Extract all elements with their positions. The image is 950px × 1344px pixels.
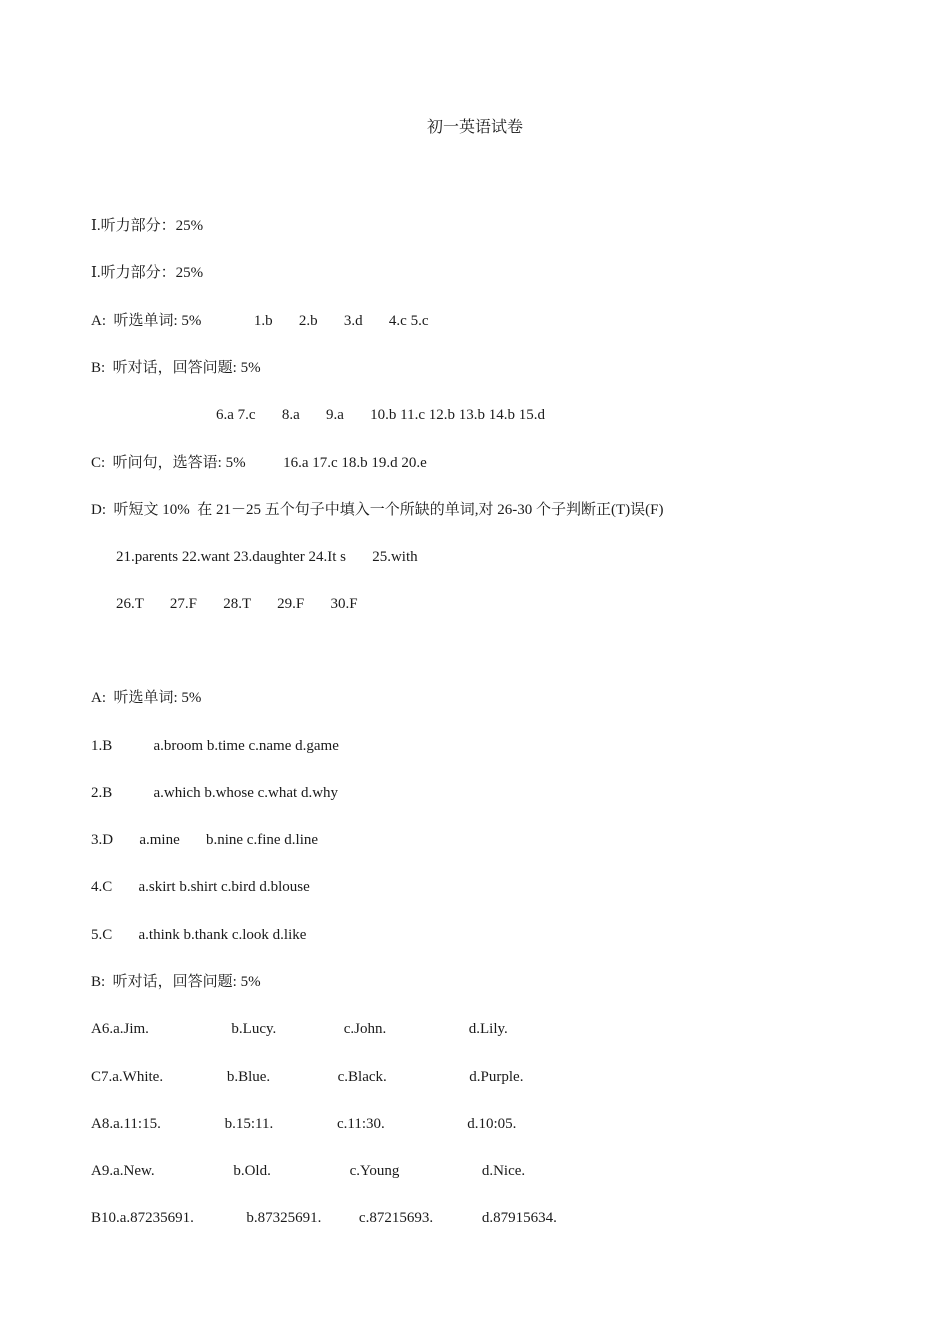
section-heading: B: 听对话，回答问题: 5% — [91, 974, 261, 990]
answer-line: 6.a 7.c 8.a 9.a 10.b 11.c 12.b 13.b 14.b 15.d — [216, 407, 545, 423]
answer-line: A: 听选单词: 5% 1.b 2.b 3.d 4.c 5.c — [91, 313, 429, 329]
question-line: 5.C a.think b.thank c.look d.like — [91, 927, 307, 943]
section-heading: A: 听选单词: 5% — [91, 690, 202, 706]
question-line: 4.C a.skirt b.shirt c.bird d.blouse — [91, 879, 310, 895]
question-line: A8.a.11:15. b.15:11. c.11:30. d.10:05. — [91, 1116, 517, 1132]
page-title: 初一英语试卷 — [426, 119, 523, 136]
answer-line: B: 听对话，回答问题: 5% — [91, 360, 261, 376]
section-heading: Ⅰ.听力部分：25% — [91, 265, 204, 281]
section-heading: Ⅰ.听力部分：25% — [91, 218, 204, 234]
question-line: 3.D a.mine b.nine c.fine d.line — [91, 832, 319, 848]
question-line: 1.B a.broom b.time c.name d.game — [91, 738, 339, 754]
question-line: B10.a.87235691. b.87325691. c.87215693. d.87915634. — [91, 1210, 557, 1226]
answer-line: C: 听问句，选答语: 5% 16.a 17.c 18.b 19.d 20.e — [91, 455, 427, 471]
answer-line: 26.T 27.F 28.T 29.F 30.F — [116, 596, 358, 612]
question-line: 2.B a.which b.whose c.what d.why — [91, 785, 339, 801]
question-line: A6.a.Jim. b.Lucy. c.John. d.Lily. — [91, 1021, 508, 1037]
answer-line: D: 听短文 10% 在 21－25 五个句子中填入一个所缺的单词,对 26-30 个子判断正(T)误(F) — [91, 502, 664, 518]
answer-line: 21.parents 22.want 23.daughter 24.It s 25.with — [116, 549, 418, 565]
question-line: A9.a.New. b.Old. c.Young d.Nice. — [91, 1163, 526, 1179]
question-line: C7.a.White. b.Blue. c.Black. d.Purple. — [91, 1069, 524, 1085]
